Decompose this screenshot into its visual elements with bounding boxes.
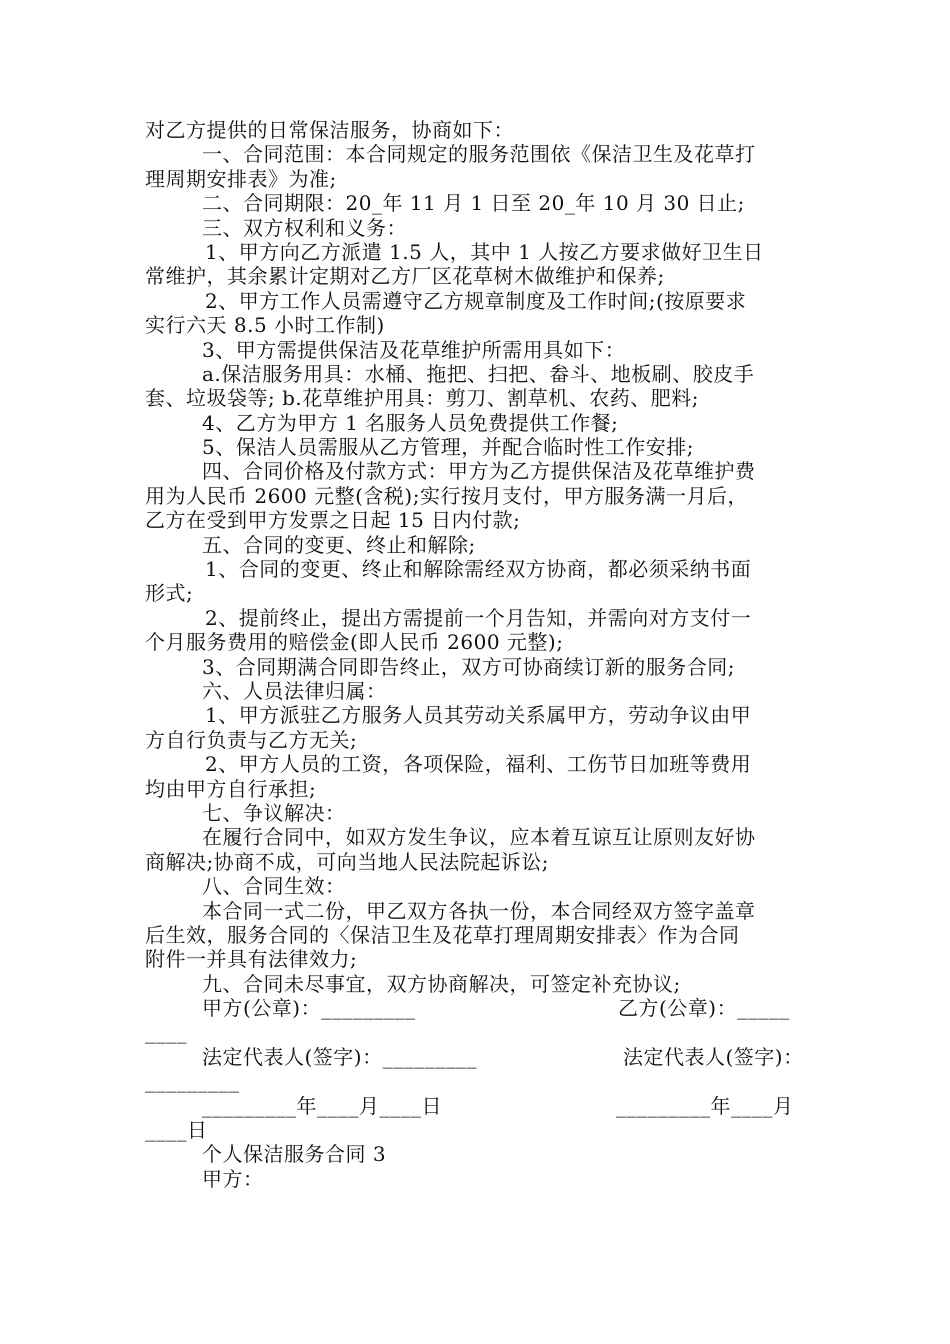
legal-item-2-line-2: 均由甲方自行承担;	[145, 776, 317, 801]
legal-item-1-line-1: 1、甲方派驻乙方服务人员其劳动关系属甲方，劳动争议由甲	[205, 703, 752, 728]
effect-text-line-3: 附件一并具有法律效力;	[145, 947, 358, 972]
rights-item-2-line-1: 2、甲方工作人员需遵守乙方规章制度及工作时间;(按原要求	[205, 288, 747, 313]
change-item-2-line-2: 个月服务费用的赔偿金(即人民币 2600 元整);	[145, 630, 564, 655]
clause-price-line-1: 四、合同价格及付款方式：甲方为乙方提供保洁及花草维护费	[202, 459, 756, 484]
party-a-representative-field: 法定代表人(签字)：_________	[202, 1044, 478, 1069]
tools-list-line-1: a.保洁服务用具：水桶、拖把、扫把、畚斗、地板刷、胶皮手	[202, 361, 755, 386]
clause-scope-line-2: 理周期安排表》为准;	[145, 166, 337, 191]
change-item-1-line-1: 1、合同的变更、终止和解除需经双方协商，都必须采纳书面	[205, 557, 752, 582]
date-row	[145, 1094, 810, 1118]
dispute-text-line-1: 在履行合同中，如双方发生争议，应本着互谅互让原则友好协	[202, 825, 756, 850]
party-b-date-field: _________年____月	[616, 1093, 794, 1118]
change-item-2-line-1: 2、提前终止，提出方需提前一个月告知，并需向对方支付一	[205, 605, 752, 630]
clause-legal-heading: 六、人员法律归属：	[202, 678, 387, 703]
party-a-seal-field: 甲方(公章)：_________	[202, 996, 416, 1021]
seal-row	[145, 996, 810, 1020]
tools-list-line-2: 套、垃圾袋等; b.花草维护用具：剪刀、割草机、农药、肥料;	[145, 386, 699, 411]
rights-item-1-line-1: 1、甲方向乙方派遣 1.5 人，其中 1 人按乙方要求做好卫生日	[205, 239, 764, 264]
rights-item-5-line: 5、保洁人员需服从乙方管理，并配合临时性工作安排;	[202, 435, 694, 460]
effect-text-line-2: 后生效，服务合同的〈保洁卫生及花草打理周期安排表〉作为合同	[145, 922, 740, 947]
intro-line: 对乙方提供的日常保洁服务，协商如下：	[145, 118, 514, 142]
clause-term-line: 二、合同期限：20_年 11 月 1 日至 20_年 10 月 30 日止;	[202, 191, 745, 216]
rights-item-3-line: 3、甲方需提供保洁及花草维护所需用具如下：	[202, 337, 626, 362]
party-a-label: 甲方：	[202, 1166, 264, 1191]
legal-item-2-line-1: 2、甲方人员的工资，各项保险，福利、工伤节日加班等费用	[205, 752, 752, 777]
next-contract-title: 个人保洁服务合同 3	[202, 1142, 387, 1167]
clause-scope-line-1: 一、合同范围：本合同规定的服务范围依《保洁卫生及花草打	[202, 142, 756, 167]
clause-effect-heading: 八、合同生效：	[202, 874, 346, 899]
clause-rights-heading: 三、双方权利和义务：	[202, 215, 407, 240]
clause-dispute-heading: 七、争议解决：	[202, 800, 346, 825]
clause-price-line-2: 用为人民币 2600 元整(含税);实行按月支付，甲方服务满一月后，	[145, 483, 748, 508]
effect-text-line-1: 本合同一式二份，甲乙双方各执一份，本合同经双方签字盖章	[202, 898, 756, 923]
representative-row	[145, 1045, 810, 1069]
party-a-date-field: _________年____月____日	[202, 1093, 442, 1118]
date-wrap-line: ____日	[145, 1118, 208, 1143]
representative-wrap-line: _________	[145, 1069, 240, 1094]
clause-price-line-3: 乙方在受到甲方发票之日起 15 日内付款;	[145, 508, 521, 533]
dispute-text-line-2: 商解决;协商不成，可向当地人民法院起诉讼;	[145, 849, 549, 874]
rights-item-1-line-2: 常维护，其余累计定期对乙方厂区花草树木做维护和保养;	[145, 264, 665, 289]
clause-change-heading: 五、合同的变更、终止和解除;	[202, 532, 476, 557]
party-b-representative-field: 法定代表人(签字)：	[623, 1044, 804, 1069]
rights-item-4-line: 4、乙方为甲方 1 名服务人员免费提供工作餐;	[202, 410, 619, 435]
clause-supplement-line: 九、合同未尽事宜，双方协商解决，可签定补充协议;	[202, 971, 681, 996]
contract-page	[145, 118, 810, 1191]
rights-item-2-line-2: 实行六天 8.5 小时工作制)	[145, 313, 385, 338]
legal-item-1-line-2: 方自行负责与乙方无关;	[145, 727, 358, 752]
change-item-1-line-2: 形式;	[145, 581, 194, 606]
party-b-seal-field: 乙方(公章)：_____	[618, 996, 790, 1021]
change-item-3-line: 3、合同期满合同即告终止，双方可协商续订新的服务合同;	[202, 654, 735, 679]
seal-wrap-line: ____	[145, 1020, 187, 1045]
